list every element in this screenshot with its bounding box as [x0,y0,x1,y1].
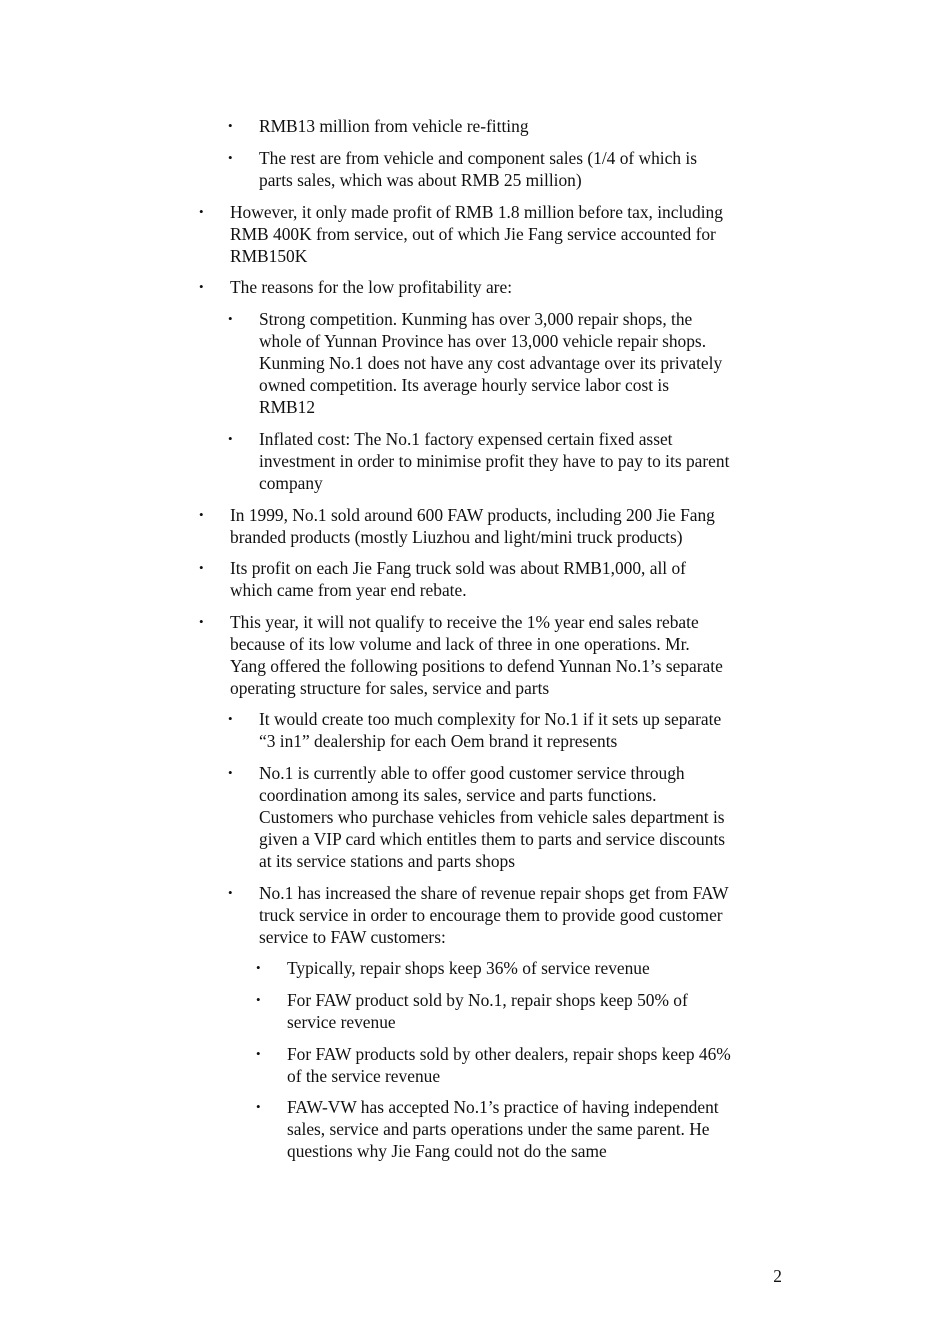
bullet-icon: • [228,885,233,900]
list-item-text: FAW-VW has accepted No.1’s practice of having independent sales, service and parts operations under the same parent. He questions why Jie Fang could not do the same [287,1097,719,1161]
bullet-icon: • [228,431,233,446]
bullet-icon: • [228,765,233,780]
list-item-text: The rest are from vehicle and component sales (1/4 of which is parts sales, which was about RMB 25 million) [259,148,698,190]
list-item-text: Inflated cost: The No.1 factory expensed certain fixed asset investment in order to minimise profit they have to pay to its parent company [259,429,730,493]
list-item-text: However, it only made profit of RMB 1.8 million before tax, including RMB 400K from service, out of which Jie Fang service accounted for RMB150K [230,202,723,266]
bullet-icon: • [228,150,233,165]
bullet-icon: • [256,1046,261,1061]
list-item-text: Its profit on each Jie Fang truck sold was about RMB1,000, all of which came from year end rebate. [230,558,686,600]
bullet-icon: • [199,279,204,294]
bullet-icon: • [228,118,233,133]
bullet-icon: • [199,560,204,575]
list-item-text: RMB13 million from vehicle re-fitting [259,116,529,136]
bullet-icon: • [199,614,204,629]
bullet-icon: • [256,960,261,975]
list-item-text: For FAW product sold by No.1, repair shops keep 50% of service revenue [287,990,688,1032]
list-item-text: The reasons for the low profitability are: [230,277,513,297]
bullet-icon: • [256,1099,261,1114]
list-item-text: This year, it will not qualify to receive the 1% year end sales rebate because of its low volume and lack of three in one operations. Mr. Yang offered the following positions to defend Yunnan No.1’s separate operating structure for sales, service and parts [230,612,723,698]
list-item-text: For FAW products sold by other dealers, repair shops keep 46% of the service revenue [287,1044,731,1086]
list-item-text: Typically, repair shops keep 36% of service revenue [287,958,650,978]
list-item-text: No.1 has increased the share of revenue repair shops get from FAW truck service in order to encourage them to provide good customer service to FAW customers: [259,883,729,947]
page-number: 2 [773,1266,782,1286]
list-item-text: In 1999, No.1 sold around 600 FAW products, including 200 Jie Fang branded products (mostly Liuzhou and light/mini truck products) [230,505,715,547]
bullet-icon: • [228,311,233,326]
bullet-icon: • [228,711,233,726]
bullet-icon: • [199,204,204,219]
bullet-icon: • [256,992,261,1007]
bullet-icon: • [199,507,204,522]
list-item-text: Strong competition. Kunming has over 3,000 repair shops, the whole of Yunnan Province has over 13,000 vehicle repair shops. Kunming No.1 does not have any cost advantage over its privately owned competition. Its average hourly service labor cost is RMB12 [259,309,723,417]
list-item-text: It would create too much complexity for No.1 if it sets up separate “3 in1” dealership for each Oem brand it represents [259,709,722,751]
list-item-text: No.1 is currently able to offer good customer service through coordination among its sales, service and parts functions. Customers who purchase vehicles from vehicle sales department is given a VIP card which entitles them to parts and service discounts at its service stations and parts shops [259,763,726,871]
